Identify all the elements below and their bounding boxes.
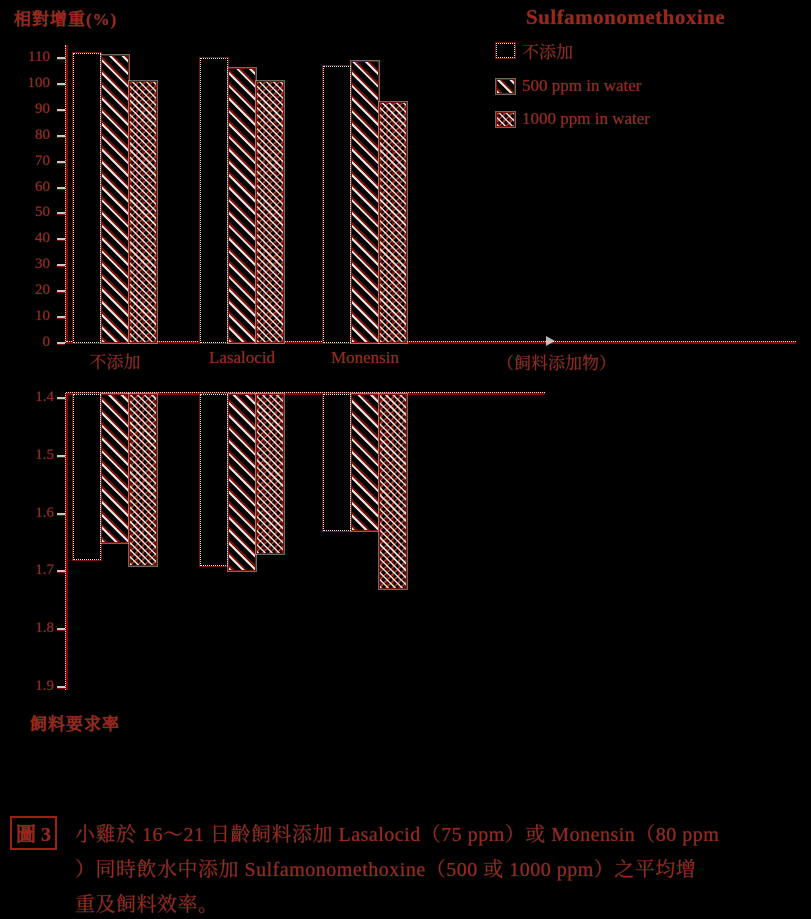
top-axis-tick bbox=[57, 161, 65, 163]
top-axis-tick bbox=[57, 342, 65, 344]
top-axis-tick bbox=[57, 57, 65, 59]
bottom-tick-label: 1.4 bbox=[35, 389, 54, 405]
caption-line: 小雞於 16～21 日齡飼料添加 Lasalocid（75 ppm）或 Monensin（80 ppm bbox=[75, 824, 720, 846]
bottom-tick-label: 1.7 bbox=[35, 562, 54, 579]
bar-不添加-不添加 bbox=[73, 53, 101, 343]
top-tick-label: 110 bbox=[28, 49, 50, 65]
top-tick-label: 0 bbox=[42, 334, 50, 350]
bar-不添加-1000 ppm in water bbox=[129, 394, 157, 566]
figure-number-tag: 圖 3 bbox=[10, 816, 57, 850]
bar-Lasalocid-不添加 bbox=[200, 58, 228, 343]
top-axis-tick bbox=[57, 290, 65, 292]
bar-Monensin-500 ppm in water bbox=[351, 394, 379, 531]
bottom-axis-tick bbox=[57, 570, 65, 572]
legend-title: Sulfamonomethoxine bbox=[526, 5, 726, 29]
bar-不添加-不添加 bbox=[73, 394, 101, 560]
bottom-tick-label: 1.9 bbox=[35, 678, 54, 694]
top-tick-label: 50 bbox=[35, 204, 50, 221]
bottom-y-axis-line bbox=[65, 393, 68, 690]
bar-不添加-500 ppm in water bbox=[101, 394, 129, 543]
top-axis-tick bbox=[57, 83, 65, 85]
caption-line: 重及飼料效率。 bbox=[75, 894, 219, 916]
top-axis-tick bbox=[57, 238, 65, 240]
top-axis-tick bbox=[57, 187, 65, 189]
bar-Lasalocid-1000 ppm in water bbox=[256, 394, 284, 554]
bottom-axis-tick bbox=[57, 686, 65, 688]
bar-Monensin-不添加 bbox=[323, 66, 351, 343]
x-category-label: 不添加 bbox=[89, 353, 141, 372]
bottom-axis-title: 飼料要求率 bbox=[30, 715, 120, 734]
axis-arrow-icon bbox=[546, 336, 555, 346]
top-tick-label: 60 bbox=[35, 178, 50, 195]
top-x-axis-line bbox=[66, 341, 796, 344]
bar-Lasalocid-500 ppm in water bbox=[228, 68, 256, 343]
bar-Lasalocid-1000 ppm in water bbox=[256, 81, 284, 343]
top-tick-label: 90 bbox=[35, 100, 50, 117]
bar-Monensin-不添加 bbox=[323, 394, 351, 531]
top-tick-label: 40 bbox=[35, 230, 50, 247]
top-tick-label: 30 bbox=[35, 256, 50, 273]
legend-item-label: 不添加 bbox=[522, 43, 573, 62]
legend-item-label: 500 ppm in water bbox=[522, 76, 642, 95]
top-axis-tick bbox=[57, 316, 65, 318]
bottom-tick-label: 1.8 bbox=[35, 620, 54, 637]
bar-Monensin-1000 ppm in water bbox=[379, 102, 407, 343]
top-tick-label: 80 bbox=[35, 126, 50, 143]
bottom-axis-tick bbox=[57, 455, 65, 457]
top-y-axis-line bbox=[65, 45, 68, 343]
bar-不添加-1000 ppm in water bbox=[129, 81, 157, 343]
top-axis-tick bbox=[57, 212, 65, 214]
x-category-label: Lasalocid bbox=[208, 348, 276, 367]
top-axis-tick bbox=[57, 264, 65, 266]
top-tick-label: 100 bbox=[27, 74, 50, 91]
bar-Monensin-500 ppm in water bbox=[351, 61, 379, 343]
x-category-label: Monensin bbox=[331, 348, 399, 367]
top-y-axis-title: 相對增重(%) bbox=[14, 10, 118, 29]
legend-item-label: 1000 ppm in water bbox=[522, 109, 650, 128]
top-tick-label: 70 bbox=[35, 152, 50, 169]
top-axis-tick bbox=[57, 109, 65, 111]
bottom-tick-label: 1.6 bbox=[35, 504, 54, 521]
x-axis-note: （飼料添加物） bbox=[497, 354, 616, 373]
top-axis-tick bbox=[57, 135, 65, 137]
bottom-tick-label: 1.5 bbox=[35, 446, 54, 463]
bottom-axis-tick bbox=[57, 397, 65, 399]
caption-line: ）同時飲水中添加 Sulfamonomethoxine（500 或 1000 ppm）之平均增 bbox=[75, 859, 697, 881]
bar-Lasalocid-500 ppm in water bbox=[228, 394, 256, 571]
top-tick-label: 20 bbox=[35, 282, 50, 299]
bar-Monensin-1000 ppm in water bbox=[379, 394, 407, 589]
bar-Lasalocid-不添加 bbox=[200, 394, 228, 566]
top-tick-label: 10 bbox=[35, 308, 50, 325]
bar-不添加-500 ppm in water bbox=[101, 55, 129, 343]
bottom-axis-tick bbox=[57, 628, 65, 630]
bottom-axis-tick bbox=[57, 513, 65, 515]
